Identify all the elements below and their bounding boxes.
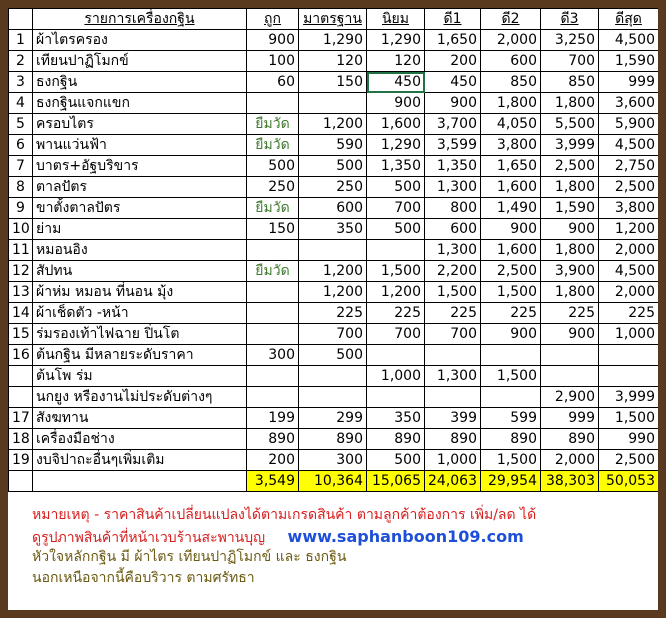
price-cell[interactable]: 800 <box>425 198 481 219</box>
row-index-cell[interactable]: 8 <box>9 177 33 198</box>
price-cell[interactable]: 120 <box>299 51 367 72</box>
item-name-cell[interactable]: พานแว่นฟ้า <box>33 135 247 156</box>
price-cell[interactable]: 1,500 <box>481 450 541 471</box>
totals-label-cell[interactable] <box>33 471 247 492</box>
price-cell[interactable]: 599 <box>481 408 541 429</box>
price-cell[interactable]: 2,000 <box>541 450 599 471</box>
price-cell[interactable]: 890 <box>425 429 481 450</box>
price-cell[interactable]: 3,600 <box>599 93 659 114</box>
row-index-cell[interactable]: 14 <box>9 303 33 324</box>
row-index-cell[interactable]: 1 <box>9 30 33 51</box>
note-core-items-text: หัวใจหลักกฐิน มี ผ้าไตร เทียนปาฏิโมกข์ และ ธงกฐิน <box>32 549 347 565</box>
price-cell[interactable]: 4,500 <box>599 135 659 156</box>
price-cell[interactable]: 590 <box>299 135 367 156</box>
price-cell[interactable] <box>425 345 481 366</box>
price-cell[interactable]: 225 <box>299 303 367 324</box>
price-cell[interactable]: ยืมวัด <box>247 198 299 219</box>
row-index-cell[interactable]: 2 <box>9 51 33 72</box>
note-see-pictures-text: ดูรูปภาพสินค้าที่หน้าเวบร้านสะพานบุญ <box>32 530 266 546</box>
price-cell[interactable]: 2,500 <box>481 261 541 282</box>
price-cell[interactable]: 3,250 <box>541 30 599 51</box>
price-cell[interactable]: 2,900 <box>541 387 599 408</box>
price-cell[interactable]: 500 <box>367 219 425 240</box>
total-cell[interactable]: 3,549 <box>247 471 299 492</box>
table-row <box>9 450 659 471</box>
price-cell[interactable]: 225 <box>425 303 481 324</box>
row-index-cell[interactable]: 3 <box>9 72 33 93</box>
price-cell[interactable]: 2,000 <box>599 282 659 303</box>
price-cell[interactable]: 1,200 <box>299 114 367 135</box>
price-cell[interactable]: 2,200 <box>425 261 481 282</box>
header-cell[interactable]: มาตรฐาน <box>299 9 367 30</box>
table-row <box>9 429 659 450</box>
price-cell[interactable] <box>247 282 299 303</box>
price-cell[interactable]: 1,200 <box>299 261 367 282</box>
item-name-cell[interactable]: ตาลปัตร <box>33 177 247 198</box>
item-name-cell[interactable]: งบจิปาถะอื่นๆเพิ่มเติม <box>33 450 247 471</box>
notes-section <box>8 505 658 589</box>
price-cell[interactable] <box>299 93 367 114</box>
price-cell[interactable]: 350 <box>299 219 367 240</box>
price-cell[interactable]: 900 <box>247 30 299 51</box>
price-cell[interactable]: 2,000 <box>481 30 541 51</box>
price-cell[interactable]: 900 <box>425 93 481 114</box>
price-cell[interactable] <box>367 240 425 261</box>
price-cell[interactable]: 990 <box>599 429 659 450</box>
row-index-cell[interactable]: 12 <box>9 261 33 282</box>
price-cell[interactable]: 2,500 <box>599 177 659 198</box>
price-cell[interactable]: 299 <box>299 408 367 429</box>
table-row <box>9 198 659 219</box>
item-name-cell[interactable]: ต้นกฐิน มีหลายระดับราคา <box>33 345 247 366</box>
price-cell[interactable]: 199 <box>247 408 299 429</box>
price-cell[interactable] <box>367 345 425 366</box>
price-cell[interactable]: 4,500 <box>599 30 659 51</box>
price-cell[interactable]: 225 <box>599 303 659 324</box>
price-cell[interactable] <box>481 387 541 408</box>
row-index-cell[interactable]: 15 <box>9 324 33 345</box>
price-cell[interactable]: 500 <box>367 177 425 198</box>
item-name-cell[interactable]: ขาตั้งตาลปัตร <box>33 198 247 219</box>
price-cell[interactable]: 1,350 <box>367 156 425 177</box>
row-index-cell[interactable] <box>9 366 33 387</box>
table-row <box>9 156 659 177</box>
price-cell[interactable]: 1,590 <box>541 198 599 219</box>
price-cell[interactable]: 1,500 <box>599 408 659 429</box>
price-cell[interactable]: 500 <box>367 450 425 471</box>
price-cell[interactable]: 1,200 <box>367 282 425 303</box>
note-extras-text: นอกเหนือจากนี้คือบริวาร ตามศรัทธา <box>32 570 255 586</box>
price-cell[interactable]: 500 <box>299 156 367 177</box>
item-name-cell[interactable]: ผ้าไตรครอง <box>33 30 247 51</box>
price-cell[interactable]: 450 <box>425 72 481 93</box>
price-cell[interactable]: ยืมวัด <box>247 114 299 135</box>
spreadsheet-frame <box>8 8 658 610</box>
row-index-cell[interactable]: 7 <box>9 156 33 177</box>
row-index-cell[interactable]: 9 <box>9 198 33 219</box>
header-cell[interactable]: ดี2 <box>481 9 541 30</box>
price-cell[interactable]: 890 <box>299 429 367 450</box>
price-cell[interactable]: ยืมวัด <box>247 261 299 282</box>
table-row <box>9 135 659 156</box>
table-row <box>9 324 659 345</box>
price-cell[interactable] <box>299 366 367 387</box>
price-cell[interactable]: 600 <box>425 219 481 240</box>
table-row <box>9 282 659 303</box>
price-cell[interactable]: 150 <box>299 72 367 93</box>
price-cell[interactable]: 3,700 <box>425 114 481 135</box>
price-cell[interactable]: 600 <box>481 51 541 72</box>
price-cell[interactable] <box>599 366 659 387</box>
price-cell[interactable]: 120 <box>367 51 425 72</box>
price-cell[interactable]: 5,500 <box>541 114 599 135</box>
price-cell[interactable]: 1,650 <box>425 30 481 51</box>
table-row <box>9 345 659 366</box>
price-cell[interactable]: 700 <box>541 51 599 72</box>
price-cell[interactable]: 1,600 <box>367 114 425 135</box>
price-cell[interactable] <box>247 324 299 345</box>
row-index-cell[interactable]: 5 <box>9 114 33 135</box>
header-cell[interactable]: รายการเครื่องกฐิน <box>33 9 247 30</box>
price-cell[interactable]: 700 <box>299 324 367 345</box>
price-cell[interactable]: 450 <box>367 72 425 93</box>
price-cell[interactable]: 350 <box>367 408 425 429</box>
note-remark <box>8 505 658 526</box>
price-cell[interactable]: 890 <box>481 429 541 450</box>
item-name-cell[interactable]: ย่าม <box>33 219 247 240</box>
price-cell[interactable]: 200 <box>425 51 481 72</box>
price-cell[interactable] <box>247 93 299 114</box>
row-index-cell[interactable]: 10 <box>9 219 33 240</box>
price-cell[interactable]: 4,050 <box>481 114 541 135</box>
table-row <box>9 114 659 135</box>
row-index-cell[interactable]: 18 <box>9 429 33 450</box>
price-cell[interactable]: 1,500 <box>367 261 425 282</box>
item-name-cell[interactable]: ธงกฐิน <box>33 72 247 93</box>
price-cell[interactable]: 3,999 <box>541 135 599 156</box>
price-cell[interactable]: 3,599 <box>425 135 481 156</box>
price-cell[interactable]: 890 <box>247 429 299 450</box>
price-cell[interactable]: 3,800 <box>481 135 541 156</box>
price-cell[interactable]: 1,000 <box>425 450 481 471</box>
table-row <box>9 366 659 387</box>
price-cell[interactable]: 890 <box>367 429 425 450</box>
header-cell[interactable]: ดีสุด <box>599 9 659 30</box>
price-cell[interactable]: 1,200 <box>299 282 367 303</box>
note-extras <box>8 568 658 589</box>
price-cell[interactable]: 3,999 <box>599 387 659 408</box>
item-name-cell[interactable]: สัปทน <box>33 261 247 282</box>
price-cell[interactable]: 1,650 <box>481 156 541 177</box>
price-cell[interactable]: 1,000 <box>599 324 659 345</box>
price-cell[interactable] <box>247 240 299 261</box>
table-row <box>9 408 659 429</box>
header-row <box>9 9 659 30</box>
price-cell[interactable]: 2,500 <box>541 156 599 177</box>
price-cell[interactable] <box>541 345 599 366</box>
table-row <box>9 72 659 93</box>
header-index-cell[interactable] <box>9 9 33 30</box>
row-index-cell[interactable]: 13 <box>9 282 33 303</box>
price-cell[interactable] <box>247 366 299 387</box>
price-cell[interactable]: 850 <box>481 72 541 93</box>
price-cell[interactable]: 1,000 <box>367 366 425 387</box>
price-cell[interactable]: 500 <box>247 156 299 177</box>
price-cell[interactable]: 700 <box>367 324 425 345</box>
price-cell[interactable]: 1,290 <box>299 30 367 51</box>
price-cell[interactable]: 700 <box>367 198 425 219</box>
price-cell[interactable]: 900 <box>541 324 599 345</box>
total-cell[interactable]: 10,364 <box>299 471 367 492</box>
price-cell[interactable] <box>599 345 659 366</box>
price-cell[interactable]: 1,300 <box>425 240 481 261</box>
note-remark-text: หมายเหตุ - ราคาสินค้าเปลี่ยนแปลงได้ตามเกรดสินค้า ตามลูกค้าต้องการ เพิ่ม/ลด ได้ <box>32 507 537 523</box>
price-cell[interactable] <box>299 387 367 408</box>
table-row <box>9 30 659 51</box>
price-cell[interactable]: 250 <box>247 177 299 198</box>
price-cell[interactable]: 225 <box>541 303 599 324</box>
price-cell[interactable]: ยืมวัด <box>247 135 299 156</box>
price-cell[interactable]: 1,490 <box>481 198 541 219</box>
total-cell[interactable]: 15,065 <box>367 471 425 492</box>
header-cell[interactable]: ดี1 <box>425 9 481 30</box>
price-cell[interactable]: 500 <box>299 345 367 366</box>
price-cell[interactable]: 890 <box>541 429 599 450</box>
price-cell[interactable]: 1,800 <box>481 93 541 114</box>
header-cell[interactable]: นิยม <box>367 9 425 30</box>
totals-index-cell[interactable] <box>9 471 33 492</box>
note-core-items <box>8 547 658 568</box>
item-name-cell[interactable]: นกยูง หรืองานไม่ประดับต่างๆ <box>33 387 247 408</box>
price-cell[interactable]: 1,800 <box>541 282 599 303</box>
price-cell[interactable] <box>481 345 541 366</box>
price-cell[interactable]: 1,500 <box>481 282 541 303</box>
price-cell[interactable]: 200 <box>247 450 299 471</box>
table-row <box>9 261 659 282</box>
price-cell[interactable]: 900 <box>481 219 541 240</box>
price-cell[interactable]: 1,800 <box>541 93 599 114</box>
website-link[interactable]: www.saphanboon109.com <box>287 527 524 546</box>
item-name-cell[interactable]: ครอบไตร <box>33 114 247 135</box>
price-cell[interactable]: 60 <box>247 72 299 93</box>
price-cell[interactable] <box>541 366 599 387</box>
price-cell[interactable] <box>247 303 299 324</box>
price-cell[interactable]: 225 <box>367 303 425 324</box>
price-cell[interactable]: 1,290 <box>367 135 425 156</box>
price-cell[interactable]: 1,350 <box>425 156 481 177</box>
price-cell[interactable]: 1,300 <box>425 366 481 387</box>
price-cell[interactable]: 4,500 <box>599 261 659 282</box>
item-name-cell[interactable]: สังฆทาน <box>33 408 247 429</box>
total-cell[interactable]: 24,063 <box>425 471 481 492</box>
item-name-cell[interactable]: บาตร+อัฐบริขาร <box>33 156 247 177</box>
price-cell[interactable]: 3,800 <box>599 198 659 219</box>
price-cell[interactable] <box>299 240 367 261</box>
table-row <box>9 177 659 198</box>
item-name-cell[interactable]: ผ้าห่ม หมอน ที่นอน มุ้ง <box>33 282 247 303</box>
price-cell[interactable]: 2,500 <box>599 450 659 471</box>
price-cell[interactable]: 1,500 <box>481 366 541 387</box>
price-cell[interactable]: 300 <box>299 450 367 471</box>
row-index-cell[interactable] <box>9 387 33 408</box>
item-name-cell[interactable]: ร่มรองเท้าไฟฉาย ปิ่นโต <box>33 324 247 345</box>
total-cell[interactable]: 29,954 <box>481 471 541 492</box>
item-name-cell[interactable]: เทียนปาฏิโมกข์ <box>33 51 247 72</box>
total-cell[interactable]: 50,053 <box>599 471 659 492</box>
price-cell[interactable] <box>247 387 299 408</box>
table-row <box>9 387 659 408</box>
price-cell[interactable]: 900 <box>481 324 541 345</box>
header-cell[interactable]: ถูก <box>247 9 299 30</box>
table-row <box>9 303 659 324</box>
price-cell[interactable] <box>367 387 425 408</box>
price-cell[interactable]: 1,800 <box>541 240 599 261</box>
price-cell[interactable]: 1,290 <box>367 30 425 51</box>
item-name-cell[interactable]: ธงกฐินแจกแขก <box>33 93 247 114</box>
price-cell[interactable]: 600 <box>299 198 367 219</box>
price-cell[interactable]: 999 <box>541 408 599 429</box>
row-index-cell[interactable]: 11 <box>9 240 33 261</box>
price-cell[interactable]: 1,300 <box>425 177 481 198</box>
row-index-cell[interactable]: 4 <box>9 93 33 114</box>
totals-row <box>9 471 659 492</box>
price-cell[interactable]: 100 <box>247 51 299 72</box>
price-cell[interactable]: 999 <box>599 72 659 93</box>
row-index-cell[interactable]: 19 <box>9 450 33 471</box>
item-name-cell[interactable]: เครื่องมือช่าง <box>33 429 247 450</box>
row-index-cell[interactable]: 6 <box>9 135 33 156</box>
row-index-cell[interactable]: 17 <box>9 408 33 429</box>
price-cell[interactable]: 1,800 <box>541 177 599 198</box>
item-name-cell[interactable]: ต้นโพ ร่ม <box>33 366 247 387</box>
price-cell[interactable]: 3,900 <box>541 261 599 282</box>
header-cell[interactable]: ดี3 <box>541 9 599 30</box>
price-cell[interactable]: 1,500 <box>425 282 481 303</box>
price-cell[interactable]: 225 <box>481 303 541 324</box>
price-cell[interactable]: 250 <box>299 177 367 198</box>
item-name-cell[interactable]: หมอนอิง <box>33 240 247 261</box>
price-cell[interactable]: 399 <box>425 408 481 429</box>
price-cell[interactable]: 2,000 <box>599 240 659 261</box>
total-cell[interactable]: 38,303 <box>541 471 599 492</box>
row-index-cell[interactable]: 16 <box>9 345 33 366</box>
price-cell[interactable]: 900 <box>367 93 425 114</box>
price-cell[interactable] <box>425 387 481 408</box>
price-table <box>8 8 658 492</box>
table-row <box>9 93 659 114</box>
price-cell[interactable]: 850 <box>541 72 599 93</box>
price-cell[interactable]: 1,600 <box>481 240 541 261</box>
price-cell[interactable]: 700 <box>425 324 481 345</box>
price-cell[interactable]: 2,750 <box>599 156 659 177</box>
item-name-cell[interactable]: ผ้าเช็ดตัว -หน้า <box>33 303 247 324</box>
table-row <box>9 219 659 240</box>
table-row <box>9 51 659 72</box>
price-cell[interactable]: 1,200 <box>599 219 659 240</box>
price-cell[interactable]: 900 <box>541 219 599 240</box>
note-see-pictures <box>8 526 658 547</box>
price-cell[interactable]: 300 <box>247 345 299 366</box>
price-cell[interactable]: 1,590 <box>599 51 659 72</box>
price-cell[interactable]: 150 <box>247 219 299 240</box>
price-cell[interactable]: 1,600 <box>481 177 541 198</box>
table-row <box>9 240 659 261</box>
price-cell[interactable]: 5,900 <box>599 114 659 135</box>
